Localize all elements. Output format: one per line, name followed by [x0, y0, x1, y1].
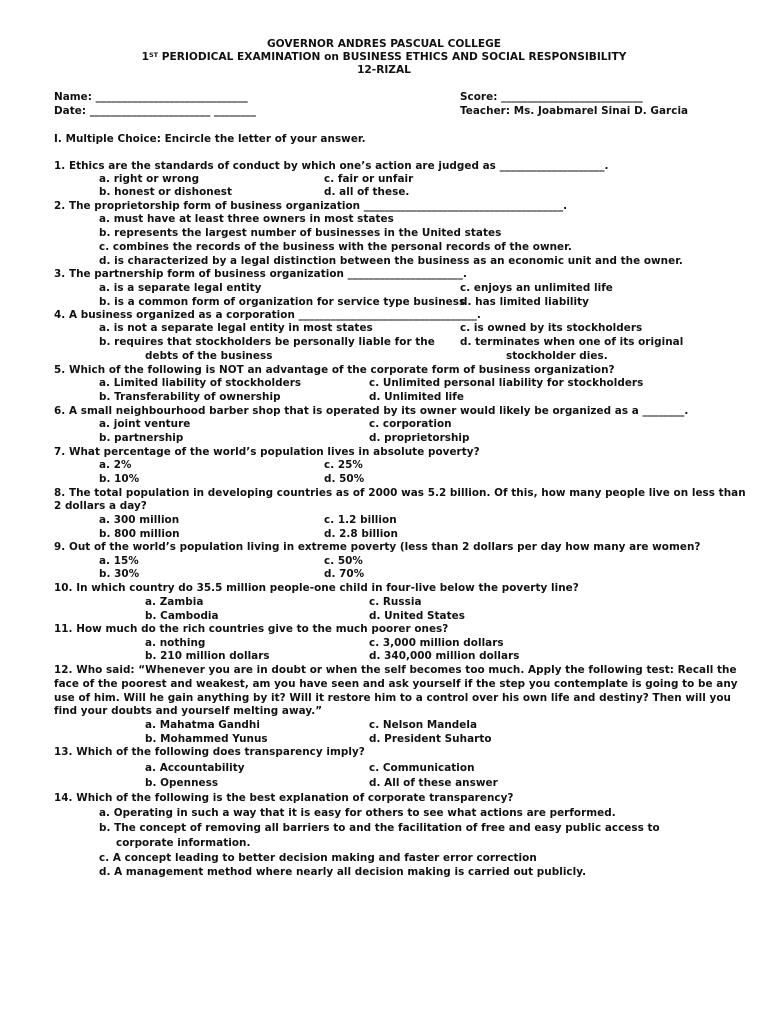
- q4-option-d-cont: stockholder dies.: [506, 350, 608, 362]
- q5-option-a[interactable]: a. Limited liability of stockholders: [99, 377, 302, 389]
- q9-option-a[interactable]: a. 15%: [99, 555, 139, 567]
- q8-option-c[interactable]: c. 1.2 billion: [324, 514, 397, 526]
- q14-option-c[interactable]: c. A concept leading to better decision making and faster error correction: [99, 852, 537, 864]
- q2-option-a[interactable]: a. must have at least three owners in most states: [99, 213, 394, 225]
- q4-option-a[interactable]: a. is not a separate legal entity in most states: [99, 322, 373, 334]
- q13-option-c[interactable]: c. Communication: [369, 762, 475, 774]
- q11-option-c[interactable]: c. 3,000 million dollars: [369, 637, 504, 649]
- q14-option-a[interactable]: a. Operating in such a way that it is easy for others to see what actions are performed.: [99, 807, 616, 819]
- q4-option-d[interactable]: d. terminates when one of its original: [460, 336, 684, 348]
- q4-option-b[interactable]: b. requires that stockholders be personally liable for the: [99, 336, 435, 348]
- q6-option-b[interactable]: b. partnership: [99, 432, 184, 444]
- q2-option-d[interactable]: d. is characterized by a legal distinction between the business as an economic unit and the owner.: [99, 255, 683, 267]
- question-12-stem-line-4: find your doubts and yourself melting away.”: [54, 705, 323, 717]
- q5-option-d[interactable]: d. Unlimited life: [369, 391, 464, 403]
- q12-option-b[interactable]: b. Mohammed Yunus: [145, 733, 268, 745]
- q1-option-a[interactable]: a. right or wrong: [99, 173, 200, 185]
- question-6-stem: 6. A small neighbourhood barber shop that is operated by its owner would likely be organized as a ________.: [54, 405, 689, 417]
- q10-option-d[interactable]: d. United States: [369, 610, 465, 622]
- question-12-stem-line-2: face of the poorest and weakest, am you have seen and ask yourself if the step you contemplate is going to be any: [54, 678, 738, 690]
- q3-option-a[interactable]: a. is a separate legal entity: [99, 282, 262, 294]
- q11-option-d[interactable]: d. 340,000 million dollars: [369, 650, 520, 662]
- q13-option-a[interactable]: a. Accountability: [145, 762, 245, 774]
- q1-option-c[interactable]: c. fair or unfair: [324, 173, 414, 185]
- q7-option-c[interactable]: c. 25%: [324, 459, 363, 471]
- q3-option-c[interactable]: c. enjoys an unlimited life: [460, 282, 613, 294]
- name-field[interactable]: Name: _____________________________: [54, 91, 248, 103]
- question-12-stem: 12. Who said: “Whenever you are in doubt or when the self becomes too much. Apply the following test: Recall the: [54, 664, 737, 676]
- q7-option-b[interactable]: b. 10%: [99, 473, 140, 485]
- q11-option-b[interactable]: b. 210 million dollars: [145, 650, 270, 662]
- q10-option-a[interactable]: a. Zambia: [145, 596, 204, 608]
- q1-option-d[interactable]: d. all of these.: [324, 186, 410, 198]
- q8-option-d[interactable]: d. 2.8 billion: [324, 528, 398, 540]
- q9-option-d[interactable]: d. 70%: [324, 568, 365, 580]
- question-1-stem: 1. Ethics are the standards of conduct by which one’s action are judged as ____________________.: [54, 160, 609, 172]
- q12-option-c[interactable]: c. Nelson Mandela: [369, 719, 478, 731]
- question-2-stem: 2. The proprietorship form of business organization ______________________________________.: [54, 200, 568, 212]
- school-name: GOVERNOR ANDRES PASCUAL COLLEGE: [266, 38, 502, 50]
- q14-option-b-cont: corporate information.: [116, 837, 251, 849]
- q14-option-d[interactable]: d. A management method where nearly all decision making is carried out publicly.: [99, 866, 587, 878]
- q10-option-c[interactable]: c. Russia: [369, 596, 422, 608]
- exam-title-text: PERIODICAL EXAMINATION on BUSINESS ETHICS AND SOCIAL RESPONSIBILITY: [158, 51, 627, 63]
- q5-option-b[interactable]: b. Transferability of ownership: [99, 391, 281, 403]
- q7-option-d[interactable]: d. 50%: [324, 473, 365, 485]
- q6-option-d[interactable]: d. proprietorship: [369, 432, 470, 444]
- q4-option-b-cont: debts of the business: [145, 350, 273, 362]
- q2-option-c[interactable]: c. combines the records of the business with the personal records of the owner.: [99, 241, 572, 253]
- q11-option-a[interactable]: a. nothing: [145, 637, 206, 649]
- q12-option-d[interactable]: d. President Suharto: [369, 733, 492, 745]
- q4-option-c[interactable]: c. is owned by its stockholders: [460, 322, 643, 334]
- question-9-stem: 9. Out of the world’s population living in extreme poverty (less than 2 dollars per day how many are women?: [54, 541, 701, 553]
- teacher-label: Teacher: Ms. Joabmarel Sinai D. Garcia: [460, 105, 689, 117]
- question-4-stem: 4. A business organized as a corporation __________________________________.: [54, 309, 481, 321]
- question-10-stem: 10. In which country do 35.5 million people-one child in four-live below the poverty line?: [54, 582, 579, 594]
- exam-title: [0, 51, 768, 64]
- q3-option-b[interactable]: b. is a common form of organization for service type business: [99, 296, 466, 308]
- question-7-stem: 7. What percentage of the world’s population lives in absolute poverty?: [54, 446, 480, 458]
- question-5-stem: 5. Which of the following is NOT an advantage of the corporate form of business organization?: [54, 364, 615, 376]
- exam-ordinal-suffix: ST: [148, 51, 159, 59]
- q13-option-b[interactable]: b. Openness: [145, 777, 219, 789]
- q6-option-a[interactable]: a. joint venture: [99, 418, 191, 430]
- date-field[interactable]: Date: _______________________ ________: [54, 105, 256, 117]
- q1-option-b[interactable]: b. honest or dishonest: [99, 186, 233, 198]
- question-12-stem-line-3: use of him. Will he gain anything by it? Will it restore him to a control over his own life and destiny? Then will you: [54, 692, 731, 704]
- question-8-stem-cont: 2 dollars a day?: [54, 500, 147, 512]
- q13-option-d[interactable]: d. All of these answer: [369, 777, 498, 789]
- question-3-stem: 3. The partnership form of business organization ______________________.: [54, 268, 468, 280]
- q6-option-c[interactable]: c. corporation: [369, 418, 452, 430]
- q8-option-a[interactable]: a. 300 million: [99, 514, 180, 526]
- q7-option-a[interactable]: a. 2%: [99, 459, 132, 471]
- score-field[interactable]: Score: ___________________________: [460, 91, 643, 103]
- question-8-stem: 8. The total population in developing countries as of 2000 was 5.2 billion. Of this, how many people live on less than: [54, 487, 746, 499]
- q2-option-b[interactable]: b. represents the largest number of businesses in the United states: [99, 227, 502, 239]
- question-13-stem: 13. Which of the following does transparency imply?: [54, 746, 365, 758]
- q9-option-c[interactable]: c. 50%: [324, 555, 363, 567]
- q10-option-b[interactable]: b. Cambodia: [145, 610, 219, 622]
- section-name: 12-RIZAL: [357, 64, 411, 76]
- q5-option-c[interactable]: c. Unlimited personal liability for stockholders: [369, 377, 644, 389]
- q14-option-b[interactable]: b. The concept of removing all barriers to and the facilitation of free and easy public access to: [99, 822, 660, 834]
- q3-option-d[interactable]: d. has limited liability: [460, 296, 589, 308]
- q9-option-b[interactable]: b. 30%: [99, 568, 140, 580]
- question-14-stem: 14. Which of the following is the best explanation of corporate transparency?: [54, 792, 514, 804]
- exam-ordinal: 1: [141, 51, 149, 63]
- instructions: I. Multiple Choice: Encircle the letter of your answer.: [54, 133, 366, 145]
- question-11-stem: 11. How much do the rich countries give to the much poorer ones?: [54, 623, 449, 635]
- q8-option-b[interactable]: b. 800 million: [99, 528, 180, 540]
- q12-option-a[interactable]: a. Mahatma Gandhi: [145, 719, 260, 731]
